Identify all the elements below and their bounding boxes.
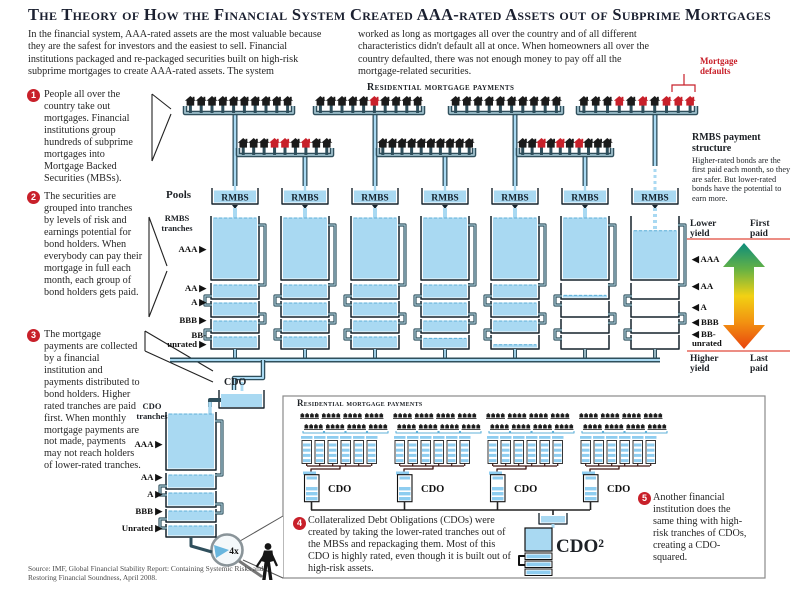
tranche-water xyxy=(168,493,214,506)
house-icon xyxy=(282,96,293,106)
yield-scale-label: ◀ A xyxy=(692,302,707,312)
rmbs-box-label: RMBS xyxy=(641,193,669,204)
rmbs-payment-structure-body: Higher-rated bonds are the first paid each month, so they are safer. But lower-rated bonds have the potential to earn more. xyxy=(692,156,791,203)
defaulted-house-icon xyxy=(661,96,672,106)
house-icon xyxy=(412,96,423,106)
cdo-pool-label: CDO xyxy=(224,377,247,388)
tranche-water xyxy=(283,285,327,298)
house-icon xyxy=(545,138,556,148)
rmbs-tranche-label: AA ▶ xyxy=(184,283,206,293)
tranche-water xyxy=(283,337,327,348)
inset-cdo-label: CDO xyxy=(514,484,538,495)
cdo-tranche-label: A ▶ xyxy=(147,489,162,499)
rmbs-column xyxy=(275,188,335,360)
step5-number-badge: 5 xyxy=(638,492,651,505)
cdo-column xyxy=(160,412,222,552)
cdo-tranche-label: Unrated ▶ xyxy=(121,523,162,533)
house-icon xyxy=(387,138,398,148)
house-icon xyxy=(583,138,594,148)
defaulted-house-icon xyxy=(555,138,566,148)
house-icon xyxy=(337,96,348,106)
tranche-water xyxy=(283,218,327,279)
rmbs-tranche-label: BB-unrated ▶ xyxy=(167,330,206,349)
tranche-water xyxy=(353,285,397,298)
cdo-tranche-label: AA ▶ xyxy=(140,472,162,482)
tranche-water xyxy=(353,218,397,279)
mortgage-defaults-label: Mortgage defaults xyxy=(700,56,738,77)
lower-yield-label: Lower yield xyxy=(690,219,717,239)
tranche-water xyxy=(213,285,257,298)
house-icon xyxy=(377,138,388,148)
rmbs-column xyxy=(555,188,615,360)
defaulted-house-icon xyxy=(614,96,625,106)
step2-number-badge: 2 xyxy=(27,191,40,204)
cdo-tranches-label: CDO tranches xyxy=(136,401,168,421)
house-icon xyxy=(217,96,228,106)
tranche-water xyxy=(213,337,257,348)
rmbs-tranches-label: RMBS tranches xyxy=(161,213,193,233)
tranche-water xyxy=(283,303,327,316)
rmbs-box-label: RMBS xyxy=(221,193,249,204)
step4-text: Collateralized Debt Obligations (CDOs) were created by taking the lower-rated tranches out of the MBSs and repackaging them. Most of this CDO is highly rated, even though it is built out of high-risk assets. xyxy=(308,515,511,574)
intro-left-paragraph: In the financial system, AAA-rated assets are the most valuable because they are the safest for investors and the easiest to sell. Financial institutions packaged and re-packaged securities built on high-risk subprime mortgages to create AAA-rated assets. The system xyxy=(28,29,322,78)
yield-scale-label: ◀ AAA xyxy=(692,254,720,264)
house-icon xyxy=(564,138,575,148)
house-icon xyxy=(527,138,538,148)
tranche-water xyxy=(563,218,607,279)
rmbs-column xyxy=(205,188,265,360)
tranche-water xyxy=(168,414,214,469)
mortgage-pool-group xyxy=(517,138,613,193)
rmbs-box-label: RMBS xyxy=(431,193,459,204)
defaulted-house-icon xyxy=(637,96,648,106)
house-icon xyxy=(517,96,528,106)
house-icon xyxy=(347,96,358,106)
rmbs-payment-structure-header: RMBS payment structure xyxy=(692,132,761,154)
rmbs-tranche-label: BBB ▶ xyxy=(179,315,206,325)
house-icon xyxy=(228,96,239,106)
intro-right-paragraph: worked as long as mortgages all over the country and of all different characteristics didn't default all at once. When homeowners all over the country defaulted, there was not enough money to pay off all the mortgage-related securities. xyxy=(358,29,650,78)
step3-number-badge: 3 xyxy=(27,329,40,342)
inset-residential-payments-label: Residential mortgage payments xyxy=(297,398,423,408)
defaulted-house-icon xyxy=(280,138,291,148)
rmbs-box-label: RMBS xyxy=(361,193,389,204)
yield-scale-label: ◀ BB-unrated xyxy=(692,329,722,348)
house-icon xyxy=(416,138,427,148)
step4-number-badge: 4 xyxy=(293,517,306,530)
step3-text: The mortgage payments are collected by a financial institution and payments distributed to bond holders. Higher rated tranches are paid first. When monthly mortgage payments are not made, payments may not reach holders of lower-rated tranches. xyxy=(44,329,141,472)
inset-cdo-label: CDO xyxy=(607,484,631,495)
house-icon xyxy=(445,138,456,148)
tranche-water xyxy=(283,321,327,332)
tranche-water xyxy=(423,321,467,332)
tranche-water xyxy=(633,230,677,278)
residential-payments-label: Residential mortgage payments xyxy=(367,82,515,93)
house-icon xyxy=(238,138,249,148)
higher-yield-label: Higher yield xyxy=(690,354,719,374)
yield-scale-label: ◀ AA xyxy=(692,281,714,291)
step5-text: Another financial institution does the same thing with high-risk tranches of CDOs, creating a CDO-squared. xyxy=(653,492,747,563)
house-icon xyxy=(473,96,484,106)
defaulted-house-icon xyxy=(673,96,684,106)
house-icon xyxy=(271,96,282,106)
tranche-water xyxy=(168,475,214,488)
defaulted-house-icon xyxy=(369,96,380,106)
house-icon xyxy=(454,138,465,148)
defaulted-house-icon xyxy=(574,138,585,148)
tranche-water xyxy=(423,303,467,316)
inset-cdo-label: CDO xyxy=(328,484,352,495)
house-icon xyxy=(261,96,272,106)
cdo-pool-water xyxy=(221,394,262,407)
house-icon xyxy=(406,138,417,148)
house-icon xyxy=(391,96,402,106)
house-icon xyxy=(315,96,326,106)
defaulted-house-icon xyxy=(685,96,696,106)
step1-brace xyxy=(152,94,171,161)
defaulted-house-icon xyxy=(269,138,280,148)
tranche-water xyxy=(423,218,467,279)
house-icon xyxy=(290,138,301,148)
tranche-water xyxy=(493,303,537,316)
house-icon xyxy=(484,96,495,106)
house-icon xyxy=(248,138,259,148)
rmbs-box-label: RMBS xyxy=(291,193,319,204)
tranche-water xyxy=(493,218,537,279)
source-note: Source: IMF, Global Financial Stability Report: Containing Systemic Risks and Restoring Financial Soundness, April 2008. xyxy=(28,564,264,583)
yield-scale-label: ◀ BBB xyxy=(692,317,719,327)
house-icon xyxy=(326,96,337,106)
house-icon xyxy=(358,96,369,106)
cdo-tranche-label: AAA ▶ xyxy=(134,439,162,449)
rmbs-column xyxy=(415,188,475,360)
house-icon xyxy=(592,138,603,148)
house-icon xyxy=(401,96,412,106)
mortgage-pool-group xyxy=(315,96,423,193)
house-icon xyxy=(495,96,506,106)
rmbs-column xyxy=(485,188,545,360)
rmbs-box-label: RMBS xyxy=(501,193,529,204)
tranche-water xyxy=(353,303,397,316)
first-paid-label: First paid xyxy=(750,219,770,239)
house-icon xyxy=(461,96,472,106)
house-icon xyxy=(464,138,475,148)
mortgage-pool-group xyxy=(377,138,474,193)
house-icon xyxy=(649,96,660,106)
house-icon xyxy=(250,96,261,106)
house-icon xyxy=(540,96,551,106)
rmbs-tranche-label: A ▶ xyxy=(191,297,206,307)
house-icon xyxy=(259,138,270,148)
house-icon xyxy=(602,138,613,148)
house-icon xyxy=(397,138,408,148)
house-icon xyxy=(626,96,637,106)
step1-number-badge: 1 xyxy=(27,89,40,102)
house-icon xyxy=(196,96,207,106)
cdo-tranche-label: BBB ▶ xyxy=(135,506,162,516)
tranche-water xyxy=(168,526,214,536)
mortgage-pool-group xyxy=(238,138,333,193)
tranche-water xyxy=(423,338,467,348)
house-icon xyxy=(425,138,436,148)
pools-label: Pools xyxy=(166,189,192,201)
house-icon xyxy=(551,96,562,106)
tranche-water xyxy=(213,321,257,332)
house-icon xyxy=(435,138,446,148)
house-icon xyxy=(578,96,589,106)
rmbs-column xyxy=(345,188,405,360)
page-title: The Theory of How the Financial System Created AAA-rated Assets out of Subprime Mortgages xyxy=(28,5,771,24)
cdo-squared-label: CDO² xyxy=(556,536,604,557)
tranche-water xyxy=(213,303,257,316)
defaulted-house-icon xyxy=(300,138,311,148)
last-paid-label: Last paid xyxy=(750,354,768,374)
mortgage-defaults-bracket xyxy=(672,74,695,92)
tranche-water xyxy=(493,321,537,332)
magnifier-zoom-label: 4x xyxy=(229,547,239,557)
house-icon xyxy=(517,138,528,148)
tranche-water xyxy=(213,218,257,279)
house-icon xyxy=(185,96,196,106)
step2-text: The securities are grouped into tranches by levels of risk and earnings potential for bond holders. When everybody can pay their mortgage in full each month, each group of bond holders gets paid. xyxy=(44,191,143,298)
tranche-water xyxy=(168,511,214,521)
house-icon xyxy=(602,96,613,106)
tranche-water xyxy=(493,285,537,298)
house-icon xyxy=(450,96,461,106)
yield-arrow xyxy=(723,243,765,349)
house-icon xyxy=(311,138,322,148)
house-icon xyxy=(207,96,218,106)
tranche-water xyxy=(353,321,397,332)
house-icon xyxy=(529,96,540,106)
rmbs-column xyxy=(625,188,685,360)
house-icon xyxy=(506,96,517,106)
house-icon xyxy=(321,138,332,148)
house-icon xyxy=(239,96,250,106)
house-icon xyxy=(380,96,391,106)
defaulted-house-icon xyxy=(536,138,547,148)
rmbs-box-label: RMBS xyxy=(571,193,599,204)
step1-text: People all over the country take out mortgages. Financial institutions group hundreds of subprime mortgages into Mortgage Backed Securities (MBSs). xyxy=(44,89,133,184)
house-icon xyxy=(590,96,601,106)
tranche-water xyxy=(423,285,467,298)
inset-cdo-label: CDO xyxy=(421,484,445,495)
tranche-water xyxy=(353,337,397,348)
rmbs-tranche-label: AAA ▶ xyxy=(178,244,206,254)
